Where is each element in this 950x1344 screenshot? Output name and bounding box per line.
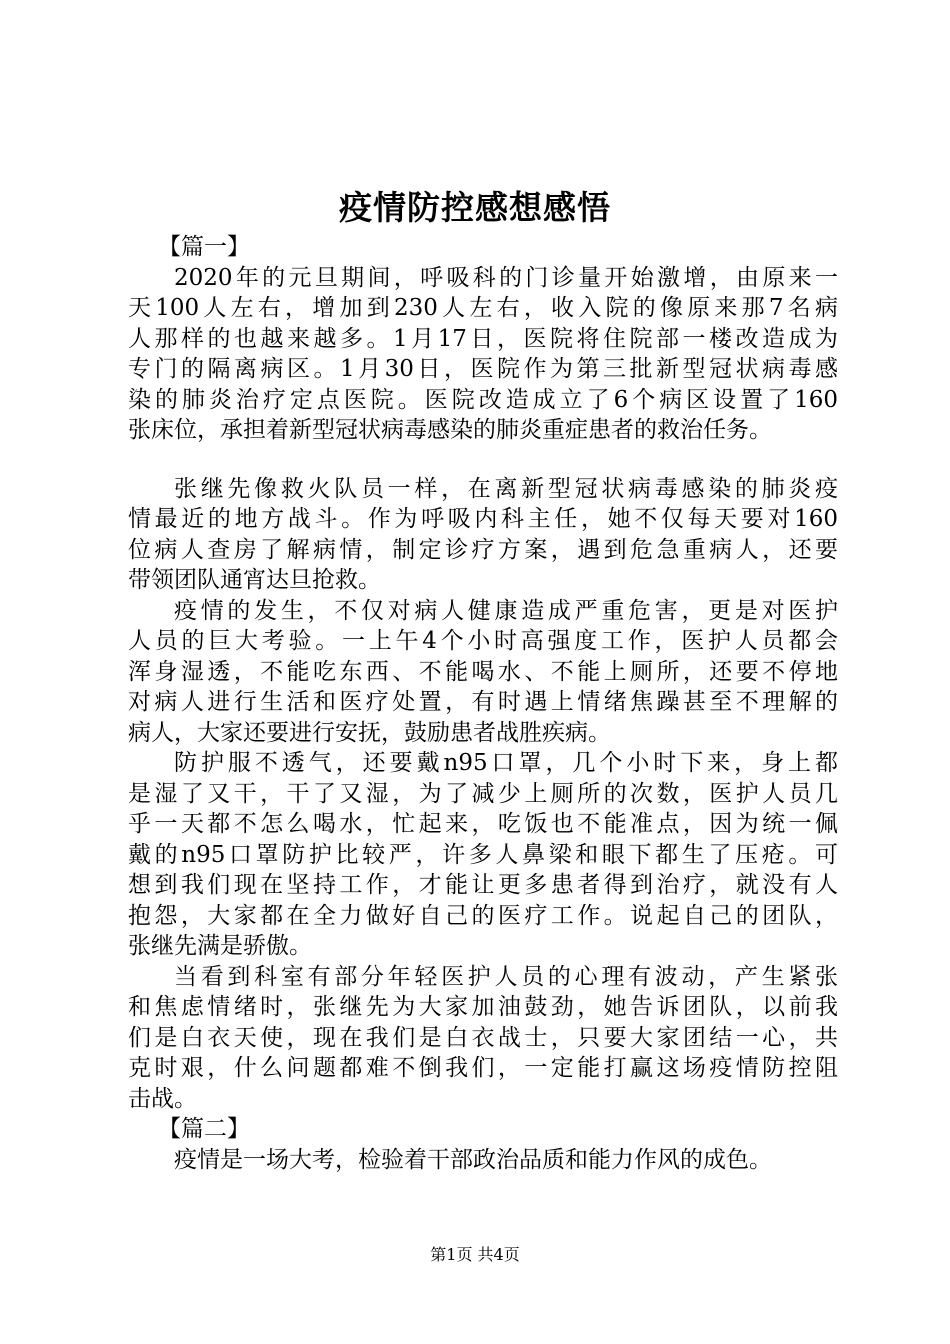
text-line: 张继先像救火队员一样，在离新型冠状病毒感染的肺炎疫 [174,475,838,502]
section-heading-1: 【篇一】 [158,234,250,260]
text-line: 克时艰，什么问题都难不倒我们，一定能打赢这场疫情防控阻 [128,1055,838,1081]
paragraph-2 [128,474,838,596]
text-line: 是湿了又干，干了又湿，为了减少上厕所的次数，医护人员几 [128,780,838,807]
text-line: 疫情的发生，不仅对病人健康造成严重危害，更是对医护 [174,597,838,624]
text-line: 想到我们现在坚持工作，才能让更多患者得到治疗，就没有人 [128,872,838,898]
text-line: 们是白衣天使，现在我们是白衣战士，只要大家团结一心，共 [128,1024,838,1051]
paragraph-6 [128,1145,838,1176]
page-footer: 第1页 共4页 [430,1245,520,1264]
text-line: 对病人进行生活和医疗处置，有时遇上情绪焦躁甚至不理解的 [128,689,838,715]
text-line: 戴的n95口罩防护比较严，许多人鼻梁和眼下都生了压疮。可 [128,841,838,868]
paragraph-spacer [128,446,838,474]
text-line: 防护服不透气，还要戴n95口罩，几个小时下来，身上都 [174,750,838,776]
paragraph-4 [128,748,838,962]
document-body [128,232,838,1175]
text-line: 天100人左右，增加到230人左右，收入院的像原来那7名病 [128,295,838,321]
text-line: 浑身湿透，不能吃东西、不能喝水、不能上厕所，还要不停地 [128,658,838,685]
text-line: 击战。 [128,1085,197,1112]
text-line: 病人，大家还要进行安抚，鼓励患者战胜疾病。 [128,719,611,746]
text-line: 疫情是一场大考，检验着干部政治品质和能力作风的成色。 [174,1146,772,1173]
text-line: 乎一天都不怎么喝水，忙起来，吃饭也不能准点，因为统一佩 [128,811,838,837]
paragraph-3 [128,596,838,749]
paragraph-1 [128,263,838,446]
text-line: 染的肺炎治疗定点医院。医院改造成立了6个病区设置了160 [128,386,838,413]
text-line: 人那样的也越来越多。1月17日，医院将住院部一楼改造成为 [128,325,838,352]
text-line: 张床位，承担着新型冠状病毒感染的肺炎重症患者的救治任务。 [128,417,772,443]
text-line: 专门的隔离病区。1月30日，医院作为第三批新型冠状病毒感 [128,356,838,382]
text-line: 人员的巨大考验。一上午4个小时高强度工作，医护人员都会 [128,628,838,654]
text-line: 位病人查房了解病情，制定诊疗方案，遇到危急重病人，还要 [128,536,838,563]
document-title: 疫情防控感想感悟 [339,188,611,227]
text-line: 和焦虑情绪时，张继先为大家加油鼓劲，她告诉团队，以前我 [128,994,838,1020]
text-line: 情最近的地方战斗。作为呼吸内科主任，她不仅每天要对160 [128,506,838,532]
text-line: 2020年的元旦期间，呼吸科的门诊量开始激增，由原来一 [174,264,838,291]
text-line: 当看到科室有部分年轻医护人员的心理有波动，产生紧张 [174,963,838,990]
text-line: 张继先满是骄傲。 [128,933,312,959]
section-heading-2: 【篇二】 [158,1116,250,1142]
text-line: 抱怨，大家都在全力做好自己的医疗工作。说起自己的团队， [128,902,838,929]
paragraph-5 [128,962,838,1115]
text-line: 带领团队通宵达旦抢救。 [128,567,381,593]
